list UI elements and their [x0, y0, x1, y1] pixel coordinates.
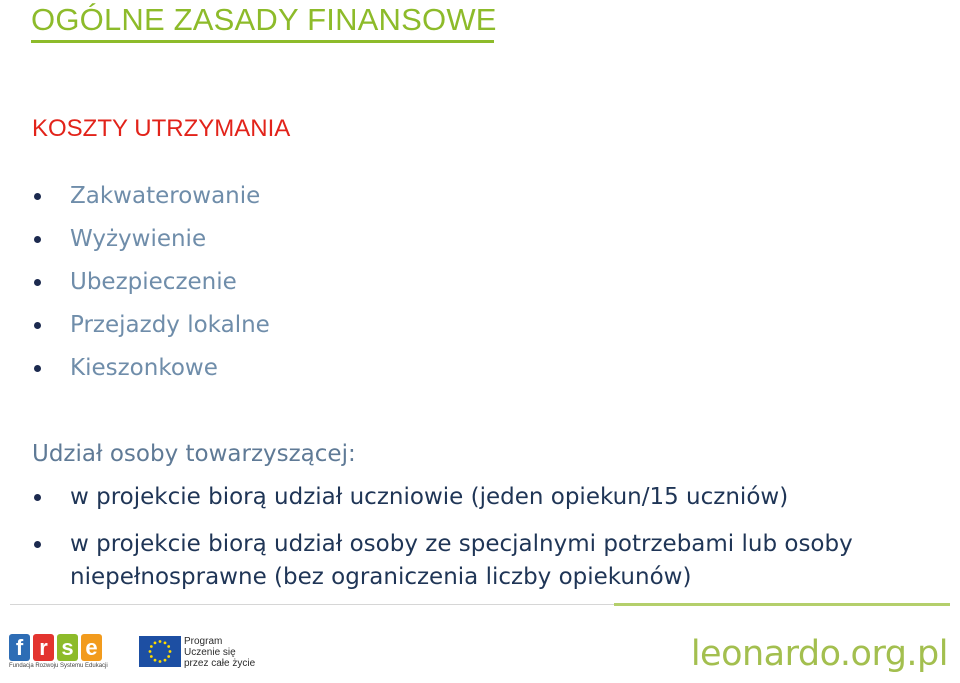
- list-item: [34, 182, 270, 225]
- site-url: leonardo.org.pl: [690, 634, 948, 674]
- eu-star-icon: [150, 645, 153, 648]
- bullet-icon: [34, 322, 41, 329]
- list-item-text: Wyżywienie: [70, 226, 207, 252]
- frse-letter: s: [57, 634, 78, 661]
- frse-letters: [9, 634, 105, 661]
- cost-list: [34, 182, 270, 397]
- list-item: [34, 481, 914, 514]
- eu-flag-icon: [139, 636, 181, 667]
- footer-accent-line: [614, 603, 950, 606]
- list-item-text: Kieszonkowe: [70, 355, 218, 381]
- bullet-icon: [34, 193, 41, 200]
- frse-letter: f: [9, 634, 30, 661]
- list-item-text: w projekcie biorą udział osoby ze specjalnymi potrzebami lub osoby niepełnosprawne (bez ograniczenia liczby opiekunów): [70, 531, 853, 590]
- list-item: [34, 311, 270, 354]
- list-item: [34, 268, 270, 311]
- frse-letter: e: [81, 634, 102, 661]
- eu-star-icon: [167, 655, 170, 658]
- bullet-icon: [34, 365, 41, 372]
- eu-star-icon: [164, 659, 167, 662]
- frse-letter: r: [33, 634, 54, 661]
- list-item-text: Przejazdy lokalne: [70, 312, 270, 338]
- eu-star-icon: [154, 641, 157, 644]
- list-item-text: Zakwaterowanie: [70, 183, 261, 209]
- title-block: [31, 2, 497, 43]
- list-item-text: Ubezpieczenie: [70, 269, 237, 295]
- eu-star-icon: [154, 659, 157, 662]
- frse-logo: [9, 634, 108, 674]
- eu-star-icon: [159, 660, 162, 663]
- companion-list: [34, 481, 914, 608]
- eu-star-icon: [167, 645, 170, 648]
- bullet-icon: [34, 494, 41, 501]
- companion-label: Udział osoby towarzyszącej:: [32, 441, 356, 467]
- frse-caption: Fundacja Rozwoju Systemu Edukacji: [9, 663, 108, 669]
- eu-star-icon: [149, 650, 152, 653]
- bullet-icon: [34, 279, 41, 286]
- bullet-icon: [34, 236, 41, 243]
- title-underline: [31, 40, 494, 43]
- eu-program-logo: [139, 636, 255, 669]
- list-item: [34, 528, 914, 594]
- eu-star-icon: [159, 640, 162, 643]
- eu-star-icon: [164, 641, 167, 644]
- list-item: [34, 354, 270, 397]
- list-item-text: w projekcie biorą udział uczniowie (jeden opiekun/15 uczniów): [70, 484, 789, 510]
- footer-divider: [10, 604, 614, 605]
- eu-star-icon: [169, 650, 172, 653]
- bullet-icon: [34, 541, 41, 548]
- eu-star-icon: [150, 655, 153, 658]
- list-item: [34, 225, 270, 268]
- page-title: OGÓLNE ZASADY FINANSOWE: [31, 2, 497, 37]
- eu-program-text: Program Uczenie się przez całe życie: [184, 636, 256, 669]
- section-subtitle: KOSZTY UTRZYMANIA: [32, 115, 291, 142]
